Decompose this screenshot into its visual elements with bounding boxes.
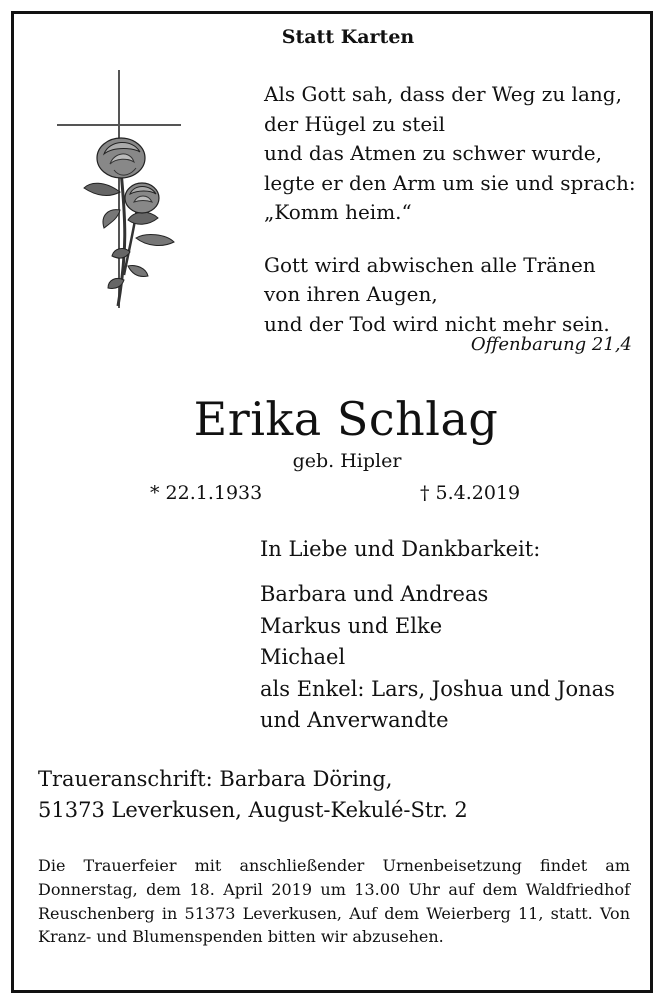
death-date: † 5.4.2019 xyxy=(420,482,521,504)
poem-line: von ihren Augen, xyxy=(264,282,438,306)
poem-line: der Hügel zu steil xyxy=(264,111,445,136)
address-line: Traueranschrift: Barbara Döring, xyxy=(38,767,393,791)
birth-date: * 22.1.1933 xyxy=(150,482,263,504)
poem-stanza-1 xyxy=(264,80,636,228)
family-member: Michael xyxy=(260,645,346,669)
poem xyxy=(264,80,636,339)
mourning-address xyxy=(38,764,468,826)
funeral-notice: Die Trauerfeier mit anschließender Urnenbeisetzung findet am Donnerstag, dem 18. April 2019 um 13.00 Uhr auf dem Waldfriedhof Reuschenberg in 51373 Leverkusen, Auf dem Weierberg 11, statt. Von Kranz- und Blumenspenden bitten wir abzusehen. xyxy=(38,856,630,947)
poem-line: Als Gott sah, dass der Weg zu lang, xyxy=(264,82,622,106)
family-list xyxy=(260,579,615,737)
family-member: Barbara und Andreas xyxy=(260,582,489,606)
obituary-notice xyxy=(11,11,653,993)
poem-line: legte er den Arm um sie und sprach: xyxy=(264,170,636,195)
family-member: und Anverwandte xyxy=(260,708,449,732)
poem-line: und das Atmen zu schwer wurde, xyxy=(264,141,602,165)
thanks-line: In Liebe und Dankbarkeit: xyxy=(260,537,541,561)
poem-line: Gott wird abwischen alle Tränen xyxy=(264,252,596,277)
family-member: Markus und Elke xyxy=(260,613,443,638)
birth-name: geb. Hipler xyxy=(292,450,402,472)
poem-line: und der Tod wird nicht mehr sein. xyxy=(264,311,610,336)
deceased-name: Erika Schlag xyxy=(193,392,499,446)
poem-stanza-2 xyxy=(264,251,636,340)
poem-source: Offenbarung 21,4 xyxy=(470,334,632,355)
address-line: 51373 Leverkusen, August-Kekulé-Str. 2 xyxy=(38,798,468,822)
header-title: Statt Karten xyxy=(281,26,415,48)
poem-line: „Komm heim.“ xyxy=(264,200,412,224)
family-member: als Enkel: Lars, Joshua und Jonas xyxy=(260,676,615,701)
cross-with-roses-icon xyxy=(54,70,184,312)
